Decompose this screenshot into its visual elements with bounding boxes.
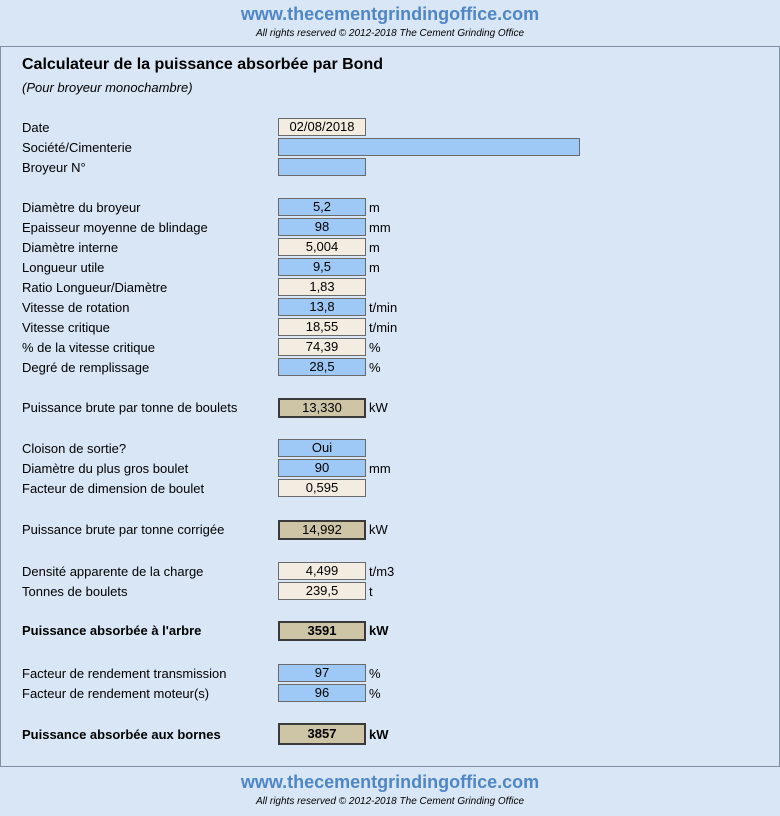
tonnes-value: 239,5 <box>278 582 366 600</box>
diam-interne-label: Diamètre interne <box>22 240 119 255</box>
footer-rights: All rights reserved © 2012-2018 The Cement Grinding Office <box>255 796 525 807</box>
puissance-bornes-unit: kW <box>369 727 389 742</box>
row-societe <box>0 138 780 158</box>
row-diametre <box>0 198 780 218</box>
puissance-arbre-label: Puissance absorbée à l'arbre <box>22 623 202 638</box>
row-facteur-dim <box>0 479 780 499</box>
diam-boulet-label: Diamètre du plus gros boulet <box>22 461 189 476</box>
vitesse-rot-label: Vitesse de rotation <box>22 300 130 315</box>
puissance-corr-unit: kW <box>369 522 388 537</box>
puissance-bornes-label: Puissance absorbée aux bornes <box>22 727 221 742</box>
puissance-brute-unit: kW <box>369 400 388 415</box>
tonnes-label: Tonnes de boulets <box>22 584 128 599</box>
footer-band <box>0 766 780 816</box>
puissance-corr-value: 14,992 <box>278 520 366 540</box>
pct-vitesse-value: 74,39 <box>278 338 366 356</box>
row-longueur <box>0 258 780 278</box>
vitesse-crit-label: Vitesse critique <box>22 320 110 335</box>
diam-boulet-input[interactable]: 90 <box>278 459 366 477</box>
row-broyeur <box>0 158 780 178</box>
ratio-value: 1,83 <box>278 278 366 296</box>
remplissage-label: Degré de remplissage <box>22 360 150 375</box>
row-pct-vitesse <box>0 338 780 358</box>
date-input[interactable]: 02/08/2018 <box>278 118 366 136</box>
rend-trans-input[interactable]: 97 <box>278 664 366 682</box>
epaisseur-unit: mm <box>369 220 391 235</box>
puissance-arbre-unit: kW <box>369 623 389 638</box>
puissance-bornes-value: 3857 <box>278 723 366 745</box>
broyeur-input[interactable] <box>278 158 366 176</box>
row-densite <box>0 562 780 582</box>
rend-trans-label: Facteur de rendement transmission <box>22 666 227 681</box>
row-puissance-corr <box>0 520 780 540</box>
pct-vitesse-unit: % <box>369 340 381 355</box>
remplissage-unit: % <box>369 360 381 375</box>
longueur-input[interactable]: 9,5 <box>278 258 366 276</box>
diam-interne-unit: m <box>369 240 380 255</box>
footer-site-link[interactable]: www.thecementgrindingoffice.com <box>240 772 540 792</box>
rend-moteur-unit: % <box>369 686 381 701</box>
vitesse-rot-unit: t/min <box>369 300 398 315</box>
row-diam-boulet <box>0 459 780 479</box>
rend-trans-unit: % <box>369 666 381 681</box>
header-site-link[interactable]: www.thecementgrindingoffice.com <box>240 4 540 24</box>
diametre-unit: m <box>369 200 380 215</box>
puissance-corr-label: Puissance brute par tonne corrigée <box>22 522 225 537</box>
diam-interne-value: 5,004 <box>278 238 366 256</box>
diam-boulet-unit: mm <box>369 461 391 476</box>
vitesse-rot-input[interactable]: 13,8 <box>278 298 366 316</box>
row-diam-interne <box>0 238 780 258</box>
diametre-input[interactable]: 5,2 <box>278 198 366 216</box>
row-remplissage <box>0 358 780 378</box>
societe-label: Société/Cimenterie <box>22 140 132 155</box>
row-vitesse-rot <box>0 298 780 318</box>
rend-moteur-input[interactable]: 96 <box>278 684 366 702</box>
diametre-label: Diamètre du broyeur <box>22 200 141 215</box>
row-vitesse-crit <box>0 318 780 338</box>
epaisseur-input[interactable]: 98 <box>278 218 366 236</box>
pct-vitesse-label: % de la vitesse critique <box>22 340 155 355</box>
header-rights: All rights reserved © 2012-2018 The Cement Grinding Office <box>255 28 525 39</box>
row-rend-moteur <box>0 684 780 704</box>
cloison-label: Cloison de sortie? <box>22 441 127 456</box>
remplissage-input[interactable]: 28,5 <box>278 358 366 376</box>
cloison-select[interactable]: Oui <box>278 439 366 457</box>
row-rend-trans <box>0 664 780 684</box>
page-subtitle: (Pour broyeur monochambre) <box>22 80 193 95</box>
longueur-label: Longueur utile <box>22 260 105 275</box>
header-band <box>0 0 780 47</box>
row-cloison <box>0 439 780 459</box>
page-title: Calculateur de la puissance absorbée par Bond <box>22 56 383 73</box>
vitesse-crit-value: 18,55 <box>278 318 366 336</box>
puissance-brute-value: 13,330 <box>278 398 366 418</box>
densite-value: 4,499 <box>278 562 366 580</box>
densite-label: Densité apparente de la charge <box>22 564 204 579</box>
row-puissance-arbre <box>0 621 780 641</box>
densite-unit: t/m3 <box>369 564 395 579</box>
row-tonnes <box>0 582 780 602</box>
longueur-unit: m <box>369 260 380 275</box>
puissance-brute-label: Puissance brute par tonne de boulets <box>22 400 238 415</box>
date-label: Date <box>22 120 50 135</box>
facteur-dim-label: Facteur de dimension de boulet <box>22 481 205 496</box>
row-epaisseur <box>0 218 780 238</box>
vitesse-crit-unit: t/min <box>369 320 398 335</box>
rend-moteur-label: Facteur de rendement moteur(s) <box>22 686 210 701</box>
tonnes-unit: t <box>369 584 373 599</box>
row-date <box>0 118 780 138</box>
row-puissance-bornes <box>0 723 780 743</box>
epaisseur-label: Epaisseur moyenne de blindage <box>22 220 208 235</box>
societe-input[interactable] <box>278 138 580 156</box>
puissance-arbre-value: 3591 <box>278 621 366 641</box>
facteur-dim-value: 0,595 <box>278 479 366 497</box>
broyeur-label: Broyeur N° <box>22 160 86 175</box>
row-ratio <box>0 278 780 298</box>
row-puissance-brute <box>0 398 780 418</box>
ratio-label: Ratio Longueur/Diamètre <box>22 280 168 295</box>
